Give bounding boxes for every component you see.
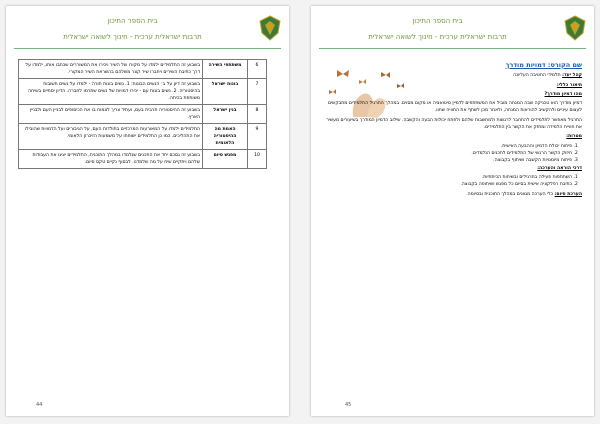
table-row [19, 79, 267, 105]
page-number: 44 [36, 402, 43, 408]
header-subtitle: תרבות ישראלית ערכית - חינוך לשואה ישראלית [368, 33, 507, 41]
target-line [323, 72, 582, 79]
header-subtitle: תרבות ישראלית ערכית - חינוך לשואה ישראלית [63, 33, 202, 41]
target-value: תלמידי החטיבה העליונה [513, 73, 561, 79]
row-number: 7 [248, 79, 267, 105]
row-title: בונות ישראל [203, 79, 248, 105]
course-description [323, 62, 582, 201]
page-number: 45 [345, 402, 352, 408]
page-header [14, 14, 281, 49]
method-item: 2. כתיבת רפלקציה אישית בסיום כל מפגש ושיתופה בקבוצה. [323, 181, 572, 188]
methods-label: דרכי הוראה והערכה: [537, 165, 582, 171]
header-school-name: בית הספר התיכון [107, 17, 158, 25]
row-number: 6 [248, 60, 267, 79]
row-description: בשבוע זה התלמידים ילמדו על מקורו של השיר ויכירו את המשוררים שכתבו אותו, ילמדו על דרך כתיבת השירים ויחברו שיר קצר משלהם בהשראת השיר המקורי. [19, 60, 203, 79]
description-heading: מהו דמיון מודרך? [544, 91, 582, 97]
school-emblem-icon [259, 15, 281, 41]
page-header [319, 14, 586, 49]
description-extra: התרגיל מאפשר לתלמידים להתחבר לרגשות ולמחשבות שלהם ולפתח יכולות הבעה והקשבה. שילוב הדמיון המודרך בשיעורים מעשיר את חוויית הלמידה ומחזק את הקשר בין התלמידים. [326, 117, 582, 131]
row-description: התלמידים ילמדו על המאורעות המרכזיים בתולדות העם, על הגיבורים ועל הדמויות שהובילו את התהליכים. כמו כן התלמידים ישוחחו על משמעות הזיכרון הלאומי. [19, 124, 203, 150]
row-title: בנין ישראל [203, 105, 248, 124]
row-description: בשבוע זה ההיסטוריה תרבית בעם, ועתיד צריך לצמוח בו את הכיסופים לבניין העם ולבניין הארץ. [19, 105, 203, 124]
goal-item: 2. חיזוק הקשר הרגשי של התלמידים לתכנים הנלמדים. [323, 150, 572, 157]
closing-text: כלי הערכה מגוונים במהלך התוכנית ובסיומה. [466, 192, 554, 198]
row-description: בשבוע זה נסכם יחד את התכנים שנלמדו במהלך התוכנית, התלמידים יציגו את העבודות שלהם ויתקיים שיח על מה שלמדנו. לבסוף נקיים טקס סיום. [19, 150, 203, 169]
row-description: בשבוע זה דיון על ב׳ הנשים הבונות: 1. נשים בונות תורה - ילמדו על נשים חשובות בהיסטוריה. 2. נשים בונות עם - יכירו דמויות של נשים שתרמו לחברה. הדיון יסתיים בשיחה משותפת בכיתה. [19, 79, 203, 105]
goal-item: 1. פיתוח יכולת הדמיון וההבעה האישית. [323, 143, 572, 150]
row-number: 10 [248, 150, 267, 169]
document-page-44 [6, 6, 289, 416]
row-title: האמת מה ההיסטוריה הלאומית [203, 124, 248, 150]
table-row [19, 150, 267, 169]
goals-label: מטרות: [566, 134, 582, 140]
methods-list [323, 174, 582, 189]
table-row [19, 105, 267, 124]
row-number: 8 [248, 105, 267, 124]
closing-label: הערכת סיום: [554, 192, 582, 198]
target-label: קהל יעד: [562, 73, 582, 79]
description-text: דמיון מודרך הוא טכניקה שבה המנחה מוביל את המשתתפים לדמיין סיטואציה או מקום מסוים. במהלך התרגיל התלמידים מתבקשים לעצום עיניים ולהקשיב להוראות המנחה, ולאחר מכן לשתף את החוויה שחוו. [327, 101, 582, 114]
goals-list [323, 143, 582, 165]
table-row [19, 124, 267, 150]
school-emblem-icon [564, 15, 586, 41]
table-row [19, 60, 267, 79]
row-number: 9 [248, 124, 267, 150]
course-units-table [18, 59, 267, 169]
row-title: משתתפי השירה [203, 60, 248, 79]
unit-title: שם הקורס: דמויות מודרך [505, 61, 582, 69]
closing-line [323, 191, 582, 198]
document-page-45 [311, 6, 594, 416]
goal-item: 3. פיתוח מיומנויות הקשבה ושיתוף בקבוצה. [323, 157, 572, 164]
header-school-name: בית הספר התיכון [412, 17, 463, 25]
row-title: מפגש סיום [203, 150, 248, 169]
description-label: תיאור כללי: [556, 82, 582, 88]
method-item: 1. השתתפות פעילה בתרגילים ובשיחות הכיתתיות. [323, 174, 572, 181]
